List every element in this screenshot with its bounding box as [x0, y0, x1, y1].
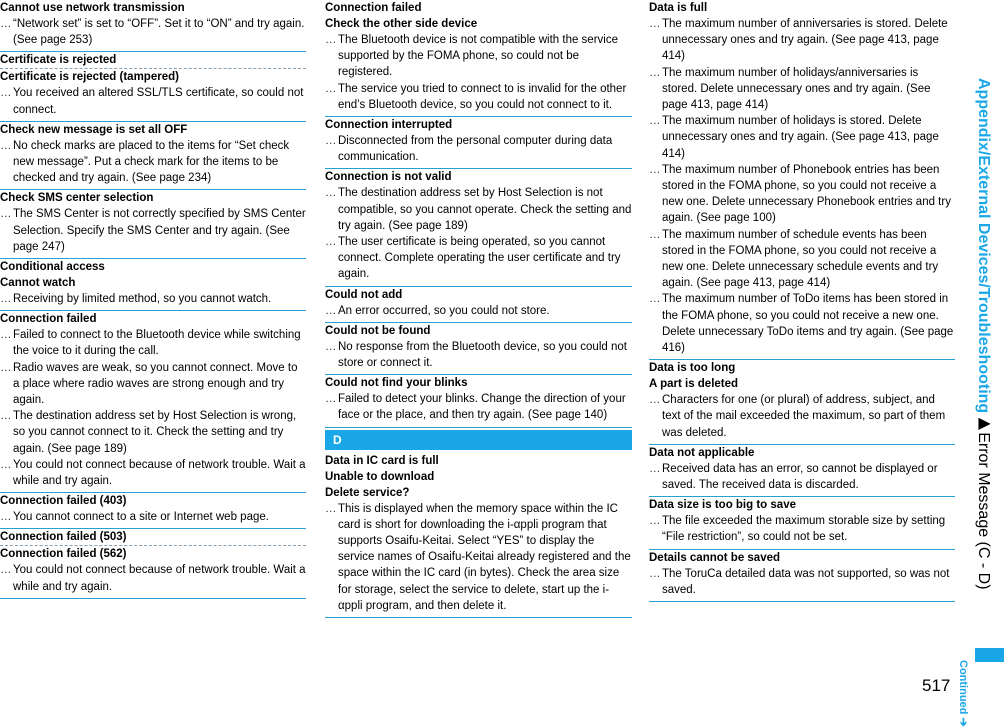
error-message: Data is full [649, 2, 708, 14]
description-text: You received an altered SSL/TLS certificate, so could not connect. [13, 87, 304, 116]
error-entry [0, 190, 306, 259]
error-entry [649, 445, 955, 497]
description-text: The maximum number of schedule events has been stored in the FOMA phone, so you could not receive a new one. Delete unnecessary schedule events and try again. (See page 413, page 414) [662, 228, 939, 290]
error-description [325, 234, 632, 283]
error-message: Certificate is rejected (tampered) [0, 68, 306, 85]
error-description [649, 513, 955, 545]
description-text: Disconnected from the personal computer during data communication. [338, 135, 613, 164]
section-d-entries [325, 453, 632, 618]
error-message: A part is deleted [649, 378, 739, 391]
error-description [0, 85, 306, 117]
description-text: The destination address set by Host Selection is wrong, so you cannot connect to it. Check the setting and try again. (See page 189) [13, 410, 297, 455]
description-text: This is displayed when the memory space within the IC card is short for downloading the i-αppli program that supports Osaifu-Keitai. Select “YES” to display the service names of Osaifu-Keitai already registered and the space within the IC card (in bytes). Check the area size for storage, select the service to delete, start up the i-αppli program, and then delete it. [338, 502, 631, 612]
description-text: The file exceeded the maximum storable size by setting “File restriction”, so could not be set. [662, 515, 946, 544]
column-3 [649, 0, 955, 602]
error-description [649, 65, 955, 114]
error-description [649, 227, 955, 292]
error-message: Conditional access [0, 261, 105, 274]
error-description [325, 391, 632, 423]
error-message: Connection failed [0, 313, 97, 326]
error-description [649, 461, 955, 493]
error-message: Cannot use network transmission [0, 2, 185, 14]
error-description [649, 566, 955, 598]
description-text: Failed to detect your blinks. Change the direction of your face or the place, and then try again. (See page 140) [338, 393, 626, 422]
error-message: Could not be found [325, 324, 431, 337]
error-message: Data is too long [649, 362, 736, 375]
column-1 [0, 0, 306, 599]
error-description [649, 392, 955, 441]
tab-marker [975, 648, 1004, 662]
chapter-name: Appendix/External Devices/Troubleshooting [975, 78, 992, 414]
error-description [325, 81, 632, 113]
error-description [0, 457, 306, 489]
description-text: You cannot connect to a site or Internet web page. [13, 511, 269, 524]
description-text: Radio waves are weak, so you cannot connect. Move to a place where radio waves are strong enough and try again. [13, 361, 298, 407]
error-entry [0, 0, 306, 52]
error-entry [325, 0, 632, 117]
continued-label [957, 660, 970, 727]
error-description [0, 206, 306, 255]
error-message: Check the other side device [325, 18, 478, 30]
description-text: Failed to connect to the Bluetooth device while switching the voice to it during the call. [13, 329, 301, 358]
error-description [0, 408, 306, 457]
description-text: Characters for one (or plural) of address, subject, and text of the mail exceeded the maximum, so part of them was deleted. [662, 394, 946, 439]
description-text: An error occurred, so you could not store. [338, 304, 550, 317]
error-message: Data not applicable [649, 446, 755, 459]
error-description [649, 291, 955, 356]
description-text: The destination address set by Host Selection is not compatible, so you cannot operate. Check the setting and try again. (See page 189) [338, 187, 632, 232]
error-description [649, 113, 955, 162]
column-2 [325, 0, 632, 618]
description-text: The maximum number of ToDo items has been stored in the FOMA phone, so you could not receive a new one. Delete unnecessary ToDo items and try again. (See page 416) [662, 293, 954, 355]
error-message: Connection failed [325, 2, 422, 14]
error-entry [0, 493, 306, 529]
error-message: Connection is not valid [325, 171, 452, 184]
error-description [0, 291, 306, 307]
error-message: Check SMS center selection [0, 192, 154, 205]
error-description [649, 16, 955, 65]
error-description [325, 133, 632, 165]
error-entry [325, 453, 632, 618]
description-text: The maximum number of anniversaries is stored. Delete unnecessary ones and try again. (See page 413, page 414) [662, 18, 948, 63]
error-message: Cannot watch [0, 277, 76, 290]
error-description [325, 32, 632, 81]
description-text: You could not connect because of network trouble. Wait a while and try again. [13, 564, 306, 593]
error-message: Unable to download [325, 470, 435, 483]
error-message: Data size is too big to save [649, 499, 796, 512]
arrow-icon: ➔ [957, 714, 969, 727]
error-message: Connection failed (562) [0, 545, 306, 562]
error-entry [649, 0, 955, 360]
description-text: You could not connect because of network trouble. Wait a while and try again. [13, 458, 306, 488]
description-text: No check marks are placed to the items for “Set check new message”. Put a check mark for the items to be checked and try again. (See page 234) [13, 139, 290, 185]
description-text: The maximum number of holidays/anniversaries is stored. Delete unnecessary ones and try again. (See page 413, page 414) [662, 66, 931, 112]
error-description [325, 303, 632, 319]
error-message: Connection failed (403) [0, 495, 127, 508]
error-entry [649, 497, 955, 549]
error-entry [649, 360, 955, 445]
error-description [0, 562, 306, 594]
description-text: The ToruCa detailed data was not supported, so was not saved. [662, 567, 950, 596]
error-message: Check new message is set all OFF [0, 123, 188, 136]
error-entry [0, 259, 306, 311]
error-entry [325, 323, 632, 375]
description-text: The SMS Center is not correctly specified by SMS Center Selection. Specify the SMS Center and try again. (See page 247) [13, 208, 306, 253]
error-description [325, 501, 632, 614]
continued-text: Continued [957, 660, 969, 715]
error-description [649, 162, 955, 227]
page-number: 517 [922, 676, 951, 695]
error-message: Data in IC card is full [325, 454, 439, 467]
description-text: No response from the Bluetooth device, so you could not store or connect it. [338, 340, 627, 370]
error-message: Connection interrupted [325, 119, 453, 132]
error-entry [325, 375, 632, 427]
section-heading-d: D [325, 430, 632, 450]
description-text: “Network set” is set to “OFF”. Set it to “ON” and try again. (See page 253) [13, 18, 305, 47]
description-text: Received data has an error, so cannot be displayed or saved. The received data is discarded. [662, 462, 938, 492]
description-text: The maximum number of holidays is stored. Delete unnecessary ones and try again. (See page 413, page 414) [662, 115, 939, 160]
error-description [325, 339, 632, 371]
error-entry [0, 529, 306, 598]
description-text: The maximum number of Phonebook entries has been stored in the FOMA phone, so you could not receive a new one. Delete unnecessary Phonebook entries and try again. (See page 100) [662, 163, 951, 225]
description-text: The service you tried to connect to is invalid for the other end’s Bluetooth device, so you could not connect to it. [338, 82, 627, 111]
error-description [0, 327, 306, 359]
error-entry [325, 169, 632, 286]
error-message: Could not find your blinks [325, 377, 468, 390]
error-entry [649, 550, 955, 602]
error-description [0, 16, 306, 48]
error-description [0, 138, 306, 187]
error-entry [0, 122, 306, 191]
error-message: Delete service? [325, 486, 410, 499]
description-text: The Bluetooth device is not compatible with the service supported by the FOMA phone, so could not be registered. [338, 34, 618, 79]
error-entry [325, 287, 632, 323]
description-text: The user certificate is being operated, so you cannot connect. Complete operating the user certificate and try again. [338, 236, 621, 281]
error-message: Details cannot be saved [649, 551, 781, 564]
error-entry [0, 311, 306, 493]
section-c-entries [325, 0, 632, 428]
error-entry [325, 117, 632, 169]
error-message: Could not add [325, 288, 403, 301]
error-description [0, 509, 306, 525]
side-chapter-title [973, 78, 993, 590]
error-message: Certificate is rejected [0, 54, 117, 67]
section-name: ▶Error Message (C - D) [975, 413, 992, 590]
error-entry [0, 52, 306, 121]
description-text: Receiving by limited method, so you cannot watch. [13, 293, 272, 306]
error-description [0, 360, 306, 409]
error-message: Connection failed (503) [0, 531, 127, 544]
error-description [325, 185, 632, 234]
